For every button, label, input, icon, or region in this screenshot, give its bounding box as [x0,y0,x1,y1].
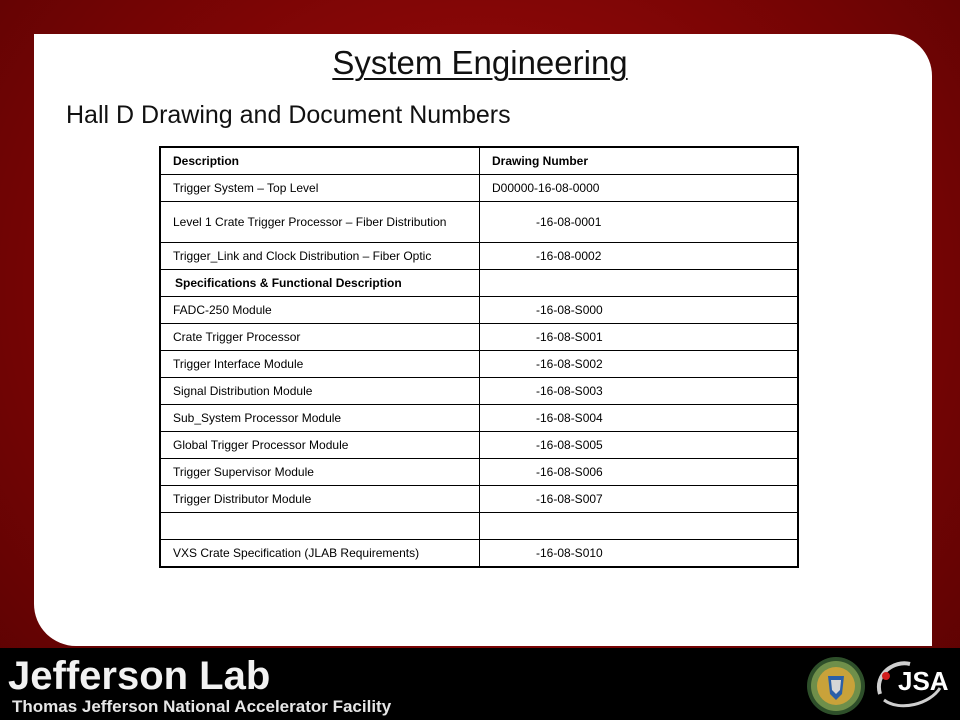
row-number [480,270,799,297]
jefferson-lab-logo: Jefferson Lab [8,654,271,698]
row-number: -16-08-S003 [480,378,799,405]
header-drawing-number: Drawing Number [480,147,799,175]
row-description: Trigger Interface Module [160,351,480,378]
row-number: -16-08-0002 [480,243,799,270]
row-number: -16-08-S007 [480,486,799,513]
row-description: Global Trigger Processor Module [160,432,480,459]
row-number: -16-08-S001 [480,324,799,351]
table-row [160,486,798,513]
row-description: Trigger_Link and Clock Distribution – Fiber Optic [160,243,480,270]
table-row [160,459,798,486]
row-description: Signal Distribution Module [160,378,480,405]
row-description: Trigger Supervisor Module [160,459,480,486]
row-number: -16-08-S010 [480,540,799,568]
row-description: Crate Trigger Processor [160,324,480,351]
row-description: VXS Crate Specification (JLAB Requirements) [160,540,480,568]
drawing-numbers-table [159,146,799,568]
row-description [160,513,480,540]
slide-title: System Engineering [332,44,628,81]
table-row [160,351,798,378]
table-row [160,202,798,243]
section-heading: Specifications & Functional Description [160,270,480,297]
row-description: Sub_System Processor Module [160,405,480,432]
doe-seal-icon [806,656,866,716]
row-number: -16-08-0001 [480,202,799,243]
table-row [160,378,798,405]
row-description: Level 1 Crate Trigger Processor – Fiber Distribution [160,202,480,243]
slide-subtitle: Hall D Drawing and Document Numbers [66,101,511,129]
row-description: Trigger Distributor Module [160,486,480,513]
table-row [160,540,798,568]
row-number: -16-08-S006 [480,459,799,486]
table-row [160,513,798,540]
row-number [480,513,799,540]
jsa-logo-text: JSA [898,666,949,696]
table-row [160,175,798,202]
header-description: Description [160,147,480,175]
jsa-logo [870,654,952,716]
row-number: D00000-16-08-0000 [480,175,799,202]
jefferson-lab-subtitle: Thomas Jefferson National Accelerator Facility [12,697,392,716]
table-row [160,243,798,270]
table-section-row [160,270,798,297]
row-number: -16-08-S005 [480,432,799,459]
table-row [160,405,798,432]
row-number: -16-08-S000 [480,297,799,324]
table-row [160,324,798,351]
table-row [160,432,798,459]
row-description: FADC-250 Module [160,297,480,324]
row-description: Trigger System – Top Level [160,175,480,202]
table-row [160,297,798,324]
table-header-row [160,147,798,175]
row-number: -16-08-S002 [480,351,799,378]
row-number: -16-08-S004 [480,405,799,432]
